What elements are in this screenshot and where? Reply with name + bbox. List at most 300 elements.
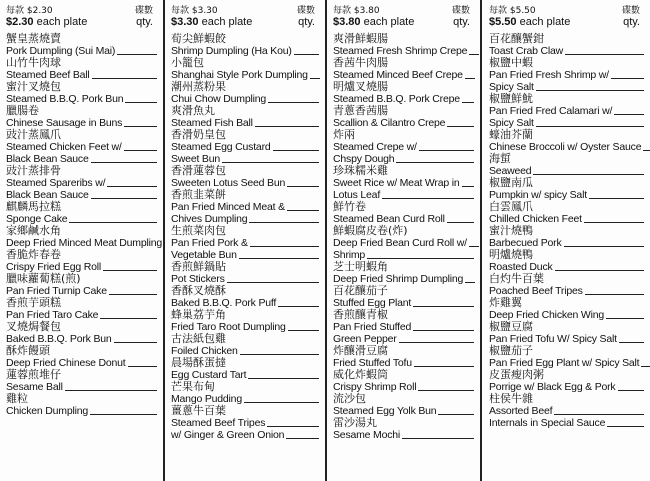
header-price: $5.50 xyxy=(489,16,517,28)
qty-line xyxy=(227,282,319,283)
item-chinese-name: 臘腸卷 xyxy=(6,104,39,117)
menu-item xyxy=(6,201,157,225)
menu-item xyxy=(6,224,163,249)
item-chinese-name: 潮州蒸粉果 xyxy=(171,80,226,93)
item-english-name: Steamed Egg Yolk Bun xyxy=(333,405,437,417)
item-chinese-name: 百花釀蟹鉗 xyxy=(489,32,544,45)
qty-line xyxy=(244,402,319,403)
item-english-name: Sponge Cake xyxy=(6,213,68,225)
item-chinese-name: 香滑奶皇包 xyxy=(171,128,226,141)
menu-item xyxy=(489,273,644,297)
item-english-name: Crispy Shrimp Roll xyxy=(333,381,417,393)
item-chinese-name: 荀尖鮮蝦餃 xyxy=(171,32,226,45)
item-english-name: Sesame Mochi xyxy=(333,429,401,441)
menu-item xyxy=(171,189,319,225)
item-english-name: w/ Ginger & Green Onion xyxy=(171,429,285,441)
item-english-name: Steamed Beef Tripes xyxy=(171,417,266,429)
item-english-row xyxy=(489,105,644,117)
header-each-plate: each plate xyxy=(519,16,571,28)
item-english-name: Steamed Beef Ball xyxy=(6,69,90,81)
menu-item xyxy=(489,297,644,321)
item-chinese-name: 香脆炸春卷 xyxy=(6,248,61,261)
qty-line xyxy=(564,246,645,247)
item-english-name: Chui Chow Dumpling xyxy=(171,93,267,105)
qty-line xyxy=(554,414,644,415)
item-english-name: Deep Fried Chinese Donut xyxy=(6,357,126,369)
item-english-name: Foiled Chicken xyxy=(171,345,238,357)
menu-item xyxy=(333,393,474,417)
item-english-name: Deep Fried Minced Meat Dumpling xyxy=(6,237,163,249)
header-each-plate: each plate xyxy=(363,16,415,28)
item-english-row xyxy=(171,429,319,441)
qty-line xyxy=(438,414,474,415)
item-english-row xyxy=(489,141,644,153)
menu-item xyxy=(6,105,157,129)
header-qty: qty. xyxy=(453,16,470,28)
menu-item xyxy=(171,81,319,105)
menu-item xyxy=(489,201,644,225)
menu-item xyxy=(333,225,474,261)
qty-line xyxy=(465,282,475,283)
item-english-name: Steamed Crepe w/ xyxy=(333,141,417,153)
item-chinese-name: 椒鹽豆腐 xyxy=(489,320,533,333)
menu-item xyxy=(333,417,474,441)
qty-line xyxy=(109,294,157,295)
item-chinese-name: 威化炸蝦筒 xyxy=(333,368,388,381)
menu-item xyxy=(6,165,157,201)
item-chinese-name: 柱侯牛雜 xyxy=(489,392,533,405)
item-english-row xyxy=(489,405,644,417)
qty-line xyxy=(465,78,475,79)
qty-line xyxy=(107,186,157,187)
item-english-name: Pot Stickers xyxy=(171,273,225,285)
menu-item xyxy=(6,81,157,105)
item-english-row xyxy=(489,69,644,81)
menu-item xyxy=(171,381,319,405)
item-english-name: Chilled Chicken Feet xyxy=(489,213,582,225)
menu-item xyxy=(6,273,157,297)
header-price: $3.80 xyxy=(333,16,361,28)
qty-line xyxy=(310,78,320,79)
header-price-row xyxy=(489,16,570,28)
item-chinese-name: 小籠包 xyxy=(171,56,204,69)
item-english-name: Baked B.B.Q. Pork Bun xyxy=(6,333,112,345)
qty-line xyxy=(447,126,474,127)
item-chinese-name: 豉汁蒸排骨 xyxy=(6,164,61,177)
item-english-name: Chinese Sausage in Buns xyxy=(6,117,123,129)
qty-line xyxy=(606,318,644,319)
item-english-name: Barbecued Pork xyxy=(489,237,562,249)
qty-line xyxy=(294,54,319,55)
item-chinese-name: 香滑蓮蓉包 xyxy=(171,164,226,177)
qty-line xyxy=(469,246,479,247)
item-english-name: Spicy Salt xyxy=(489,117,534,129)
qty-line xyxy=(469,54,479,55)
item-english-name: Fried Stuffed Tofu xyxy=(333,357,412,369)
qty-line xyxy=(287,210,319,211)
menu-column-380 xyxy=(327,0,480,481)
item-english-row xyxy=(6,177,157,189)
menu-item xyxy=(171,333,319,357)
item-english-name: Chinese Broccoli w/ Oyster Sauce xyxy=(489,141,642,153)
qty-line xyxy=(641,366,650,367)
item-english-row xyxy=(333,429,474,441)
menu-item xyxy=(6,369,157,393)
qty-line xyxy=(92,78,157,79)
qty-line xyxy=(100,318,157,319)
item-chinese-name: 青蔥香茜腸 xyxy=(333,104,388,117)
item-english-name: Seaweed xyxy=(489,165,532,177)
qty-line xyxy=(91,198,157,199)
item-english-name: Pan Fried Pork & xyxy=(171,237,248,249)
menu-item xyxy=(171,129,319,165)
menu-item xyxy=(489,57,644,93)
qty-line xyxy=(69,222,157,223)
qty-line xyxy=(239,258,319,259)
qty-line xyxy=(248,378,319,379)
item-english-name: Steamed Fresh Shrimp Crepe xyxy=(333,45,468,57)
qty-line xyxy=(222,162,319,163)
item-chinese-name: 海蜇 xyxy=(489,152,511,165)
qty-line xyxy=(103,270,157,271)
item-chinese-name: 家鄉鹹水角 xyxy=(6,224,61,237)
qty-line xyxy=(462,102,474,103)
menu-item xyxy=(6,249,157,273)
qty-line xyxy=(396,162,474,163)
qty-line xyxy=(278,306,319,307)
item-english-row xyxy=(171,201,319,213)
menu-item xyxy=(489,177,644,201)
item-english-name: Sesame Ball xyxy=(6,381,63,393)
item-english-name: Deep Fried Bean Curd Roll w/ xyxy=(333,237,467,249)
menu-item xyxy=(171,105,319,129)
item-english-row xyxy=(6,141,157,153)
qty-line xyxy=(536,90,644,91)
item-chinese-name: 蟹皇蒸燒賣 xyxy=(6,32,61,45)
item-english-name: Steamed B.B.Q. Pork Bun xyxy=(6,93,124,105)
item-chinese-name: 豉汁蒸鳳爪 xyxy=(6,128,61,141)
item-english-row xyxy=(171,141,319,153)
menu-item xyxy=(171,225,319,261)
item-chinese-name: 椒鹽中蝦 xyxy=(489,56,533,69)
qty-line xyxy=(402,438,474,439)
item-chinese-name: 古法紙包雞 xyxy=(171,332,226,345)
item-chinese-name: 爽滑魚丸 xyxy=(171,104,215,117)
menu-item xyxy=(489,321,644,345)
item-chinese-name: 蜂巢荔芋角 xyxy=(171,308,226,321)
item-english-name: Roasted Duck xyxy=(489,261,553,273)
qty-line xyxy=(447,222,474,223)
qty-line xyxy=(614,114,644,115)
qty-line xyxy=(90,414,157,415)
header-price-row xyxy=(6,16,87,28)
item-chinese-name: 百花釀茄子 xyxy=(333,284,388,297)
item-english-name: Black Bean Sauce xyxy=(6,153,89,165)
qty-line xyxy=(367,258,474,259)
item-english-row xyxy=(333,237,474,249)
item-english-name: Shanghai Style Pork Dumpling xyxy=(171,69,308,81)
menu-item xyxy=(6,321,157,345)
item-chinese-name: 香茜牛肉腸 xyxy=(333,56,388,69)
item-english-name: Assorted Beef xyxy=(489,405,553,417)
item-chinese-name: 蠔油芥蘭 xyxy=(489,128,533,141)
item-english-name: Lotus Leaf xyxy=(333,189,381,201)
qty-line xyxy=(565,54,644,55)
header-chinese-qty: 碟數 xyxy=(296,6,315,16)
header-price-row xyxy=(333,16,414,28)
item-chinese-name: 香酥叉燒酥 xyxy=(171,284,226,297)
item-english-name: Pan Fried Fred Calamari w/ xyxy=(489,105,613,117)
header-chinese-price: 每款 $5.50 xyxy=(489,6,536,16)
qty-line xyxy=(114,342,157,343)
item-english-name: Black Bean Sauce xyxy=(6,189,89,201)
menu-item xyxy=(171,261,319,285)
item-english-name: Egg Custard Tart xyxy=(171,369,247,381)
header-chinese-qty: 碟數 xyxy=(621,6,640,16)
item-english-name: Toast Crab Claw xyxy=(489,45,564,57)
item-english-name: Scallion & Cilantro Crepe xyxy=(333,117,446,129)
item-english-row xyxy=(171,417,319,429)
item-english-name: Sweet Rice w/ Meat Wrap in xyxy=(333,177,460,189)
item-english-row xyxy=(6,381,157,393)
header-chinese-price: 每款 $2.30 xyxy=(6,6,53,16)
qty-line xyxy=(91,162,157,163)
menu-item xyxy=(6,33,157,57)
item-english-name: Baked B.B.Q. Pork Puff xyxy=(171,297,277,309)
menu-item xyxy=(333,57,474,81)
item-chinese-name: 流沙包 xyxy=(333,392,366,405)
item-chinese-name: 芝士明蝦角 xyxy=(333,260,388,273)
menu-item xyxy=(489,393,644,429)
qty-line xyxy=(65,390,157,391)
header-qty: qty. xyxy=(136,16,153,28)
item-chinese-name: 炸雞翼 xyxy=(489,296,522,309)
menu-item xyxy=(6,57,157,81)
qty-line xyxy=(117,54,157,55)
menu-item xyxy=(171,165,319,189)
column-divider xyxy=(480,0,482,481)
item-english-name: Pumpkin w/ spicy Salt xyxy=(489,189,587,201)
menu-item xyxy=(171,405,319,441)
menu-item xyxy=(333,201,474,225)
item-english-name: Poached Beef Tripes xyxy=(489,285,583,297)
item-chinese-name: 山竹牛肉球 xyxy=(6,56,61,69)
item-english-name: Pan Fried Taro Cake xyxy=(6,309,99,321)
menu-item xyxy=(171,57,319,81)
qty-line xyxy=(619,342,644,343)
qty-line xyxy=(273,150,319,151)
item-chinese-name: 香煎鮮鍋貼 xyxy=(171,260,226,273)
price-header xyxy=(171,3,319,33)
item-english-name: Steamed Bean Curd Roll xyxy=(333,213,445,225)
qty-line xyxy=(399,342,474,343)
menu-column-550 xyxy=(483,0,650,481)
menu-item xyxy=(489,369,644,393)
item-chinese-name: 白灼牛百葉 xyxy=(489,272,544,285)
menu-item xyxy=(333,165,474,201)
menu-item xyxy=(171,285,319,309)
item-english-row xyxy=(171,237,319,249)
item-english-name: Mango Pudding xyxy=(171,393,242,405)
item-english-name: Steamed Egg Custard xyxy=(171,141,271,153)
qty-line xyxy=(414,366,474,367)
header-qty: qty. xyxy=(623,16,640,28)
item-english-name: Pork Dumpling (Sui Mai) xyxy=(6,45,116,57)
menu-item xyxy=(489,345,644,369)
item-english-row xyxy=(333,177,474,189)
menu-item xyxy=(333,369,474,393)
item-chinese-name: 麒麟馬拉糕 xyxy=(6,200,61,213)
qty-line xyxy=(589,198,644,199)
item-english-name: Porrige w/ Black Egg & Pork xyxy=(489,381,616,393)
item-chinese-name: 芒果布甸 xyxy=(171,380,215,393)
item-english-row xyxy=(333,141,474,153)
item-chinese-name: 蜜汁燒鴨 xyxy=(489,224,533,237)
item-chinese-name: 明爐叉燒腸 xyxy=(333,80,388,93)
item-chinese-name: 椒鹽茄子 xyxy=(489,344,533,357)
qty-line xyxy=(250,246,319,247)
item-english-name: Pan Fried Turnip Cake xyxy=(6,285,107,297)
qty-line xyxy=(643,150,650,151)
header-price: $3.30 xyxy=(171,16,199,28)
price-header xyxy=(6,3,157,33)
item-english-name: Chives Dumpling xyxy=(171,213,248,225)
menu-item xyxy=(489,153,644,177)
qty-line xyxy=(382,198,474,199)
qty-line xyxy=(255,126,319,127)
qty-line xyxy=(536,126,644,127)
qty-line xyxy=(618,390,645,391)
item-english-name: Pan Fried Stuffed xyxy=(333,321,412,333)
qty-line xyxy=(287,186,319,187)
item-chinese-name: 皮蛋瘦肉粥 xyxy=(489,368,544,381)
menu-item xyxy=(333,285,474,309)
qty-line xyxy=(124,150,157,151)
menu-column-330 xyxy=(165,0,325,481)
price-header xyxy=(333,3,474,33)
header-chinese-qty: 碟數 xyxy=(134,6,153,16)
item-chinese-name: 生煎菜肉包 xyxy=(171,224,226,237)
item-chinese-name: 珍珠糯米雞 xyxy=(333,164,388,177)
item-chinese-name: 雷沙湯丸 xyxy=(333,416,377,429)
item-english-name: Sweet Bun xyxy=(171,153,220,165)
menu-item xyxy=(171,309,319,333)
item-english-name: Steamed Chicken Feet w/ xyxy=(6,141,122,153)
qty-line xyxy=(413,306,474,307)
menu-column-230 xyxy=(0,0,163,481)
qty-line xyxy=(124,126,157,127)
item-chinese-name: 炸釀滑豆腐 xyxy=(333,344,388,357)
item-english-name: Shrimp xyxy=(333,249,366,261)
qty-line xyxy=(268,102,319,103)
header-each-plate: each plate xyxy=(36,16,88,28)
item-chinese-name: 酥炸饅頭 xyxy=(6,344,50,357)
item-chinese-name: 炸兩 xyxy=(333,128,355,141)
item-english-name: Internals in Special Sauce xyxy=(489,417,606,429)
item-chinese-name: 叉燒焗餐包 xyxy=(6,320,61,333)
item-english-name: Vegetable Bun xyxy=(171,249,237,261)
header-chinese-qty: 碟數 xyxy=(451,6,470,16)
menu-item xyxy=(333,81,474,105)
qty-line xyxy=(462,186,475,187)
item-chinese-name: 爽滑鮮蝦腸 xyxy=(333,32,388,45)
header-chinese-price: 每款 $3.30 xyxy=(171,6,218,16)
qty-line xyxy=(240,354,319,355)
item-chinese-name: 鮮竹卷 xyxy=(333,200,366,213)
item-english-name: Pan Fried Minced Meat & xyxy=(171,201,285,213)
qty-line xyxy=(533,174,644,175)
qty-line xyxy=(288,330,319,331)
item-chinese-name: 椒鹽鮮魷 xyxy=(489,92,533,105)
qty-line xyxy=(555,270,644,271)
menu-item xyxy=(171,33,319,57)
menu-item xyxy=(6,393,157,417)
item-chinese-name: 臘味蘿蔔糕(煎) xyxy=(6,272,81,285)
item-chinese-name: 椒鹽南瓜 xyxy=(489,176,533,189)
item-chinese-name: 明爐燒鴨 xyxy=(489,248,533,261)
qty-line xyxy=(418,390,474,391)
item-english-name: Sweeten Lotus Seed Bun xyxy=(171,177,286,189)
item-english-name: Steamed Fish Ball xyxy=(171,117,253,129)
item-english-row xyxy=(333,321,474,333)
menu-item xyxy=(333,345,474,369)
header-price-row xyxy=(171,16,252,28)
qty-line xyxy=(413,330,474,331)
item-english-name: Chicken Dumpling xyxy=(6,405,89,417)
item-english-name: Spicy Salt xyxy=(489,81,534,93)
item-chinese-name: 蜜汁叉燒包 xyxy=(6,80,61,93)
menu-item xyxy=(333,105,474,129)
price-header xyxy=(489,3,644,33)
item-english-name: Steamed B.B.Q. Pork Crepe xyxy=(333,93,460,105)
header-chinese-price: 每款 $3.80 xyxy=(333,6,380,16)
qty-line xyxy=(125,102,157,103)
qty-line xyxy=(286,438,319,439)
qty-line xyxy=(267,426,319,427)
item-chinese-name: 鮮蝦腐皮卷(炸) xyxy=(333,224,408,237)
item-english-name: Fried Taro Root Dumpling xyxy=(171,321,286,333)
menu-item xyxy=(171,357,319,381)
item-english-name: Pan Fried Fresh Shrimp w/ xyxy=(489,69,609,81)
item-english-name: Green Pepper xyxy=(333,333,397,345)
item-english-name: Steamed Minced Beef Crepe xyxy=(333,69,463,81)
qty-line xyxy=(584,222,644,223)
menu-item xyxy=(489,249,644,273)
item-chinese-name: 香煎釀青椒 xyxy=(333,308,388,321)
item-english-name: Steamed Spareribs w/ xyxy=(6,177,106,189)
menu-item xyxy=(333,309,474,345)
header-qty: qty. xyxy=(298,16,315,28)
qty-line xyxy=(607,426,644,427)
item-english-name: Pan Fried Tofu W/ Spicy Salt xyxy=(489,333,617,345)
item-english-name: Shrimp Dumpling (Ha Kou) xyxy=(171,45,292,57)
menu-item xyxy=(489,129,644,153)
item-chinese-name: 晨場酥蛋撻 xyxy=(171,356,226,369)
menu-item xyxy=(489,93,644,129)
qty-line xyxy=(249,222,319,223)
menu-item xyxy=(6,345,157,369)
item-chinese-name: 雞粒 xyxy=(6,392,28,405)
item-english-name: Deep Fried Chicken Wing xyxy=(489,309,605,321)
menu-item xyxy=(489,225,644,249)
qty-line xyxy=(585,294,644,295)
menu-item xyxy=(333,33,474,57)
item-english-row xyxy=(6,405,157,417)
item-english-name: Crispy Fried Egg Roll xyxy=(6,261,101,273)
item-english-name: Deep Fried Shrimp Dumpling xyxy=(333,273,464,285)
header-each-plate: each plate xyxy=(201,16,253,28)
item-english-name: Pan Fried Egg Plant w/ Spicy Salt xyxy=(489,357,640,369)
